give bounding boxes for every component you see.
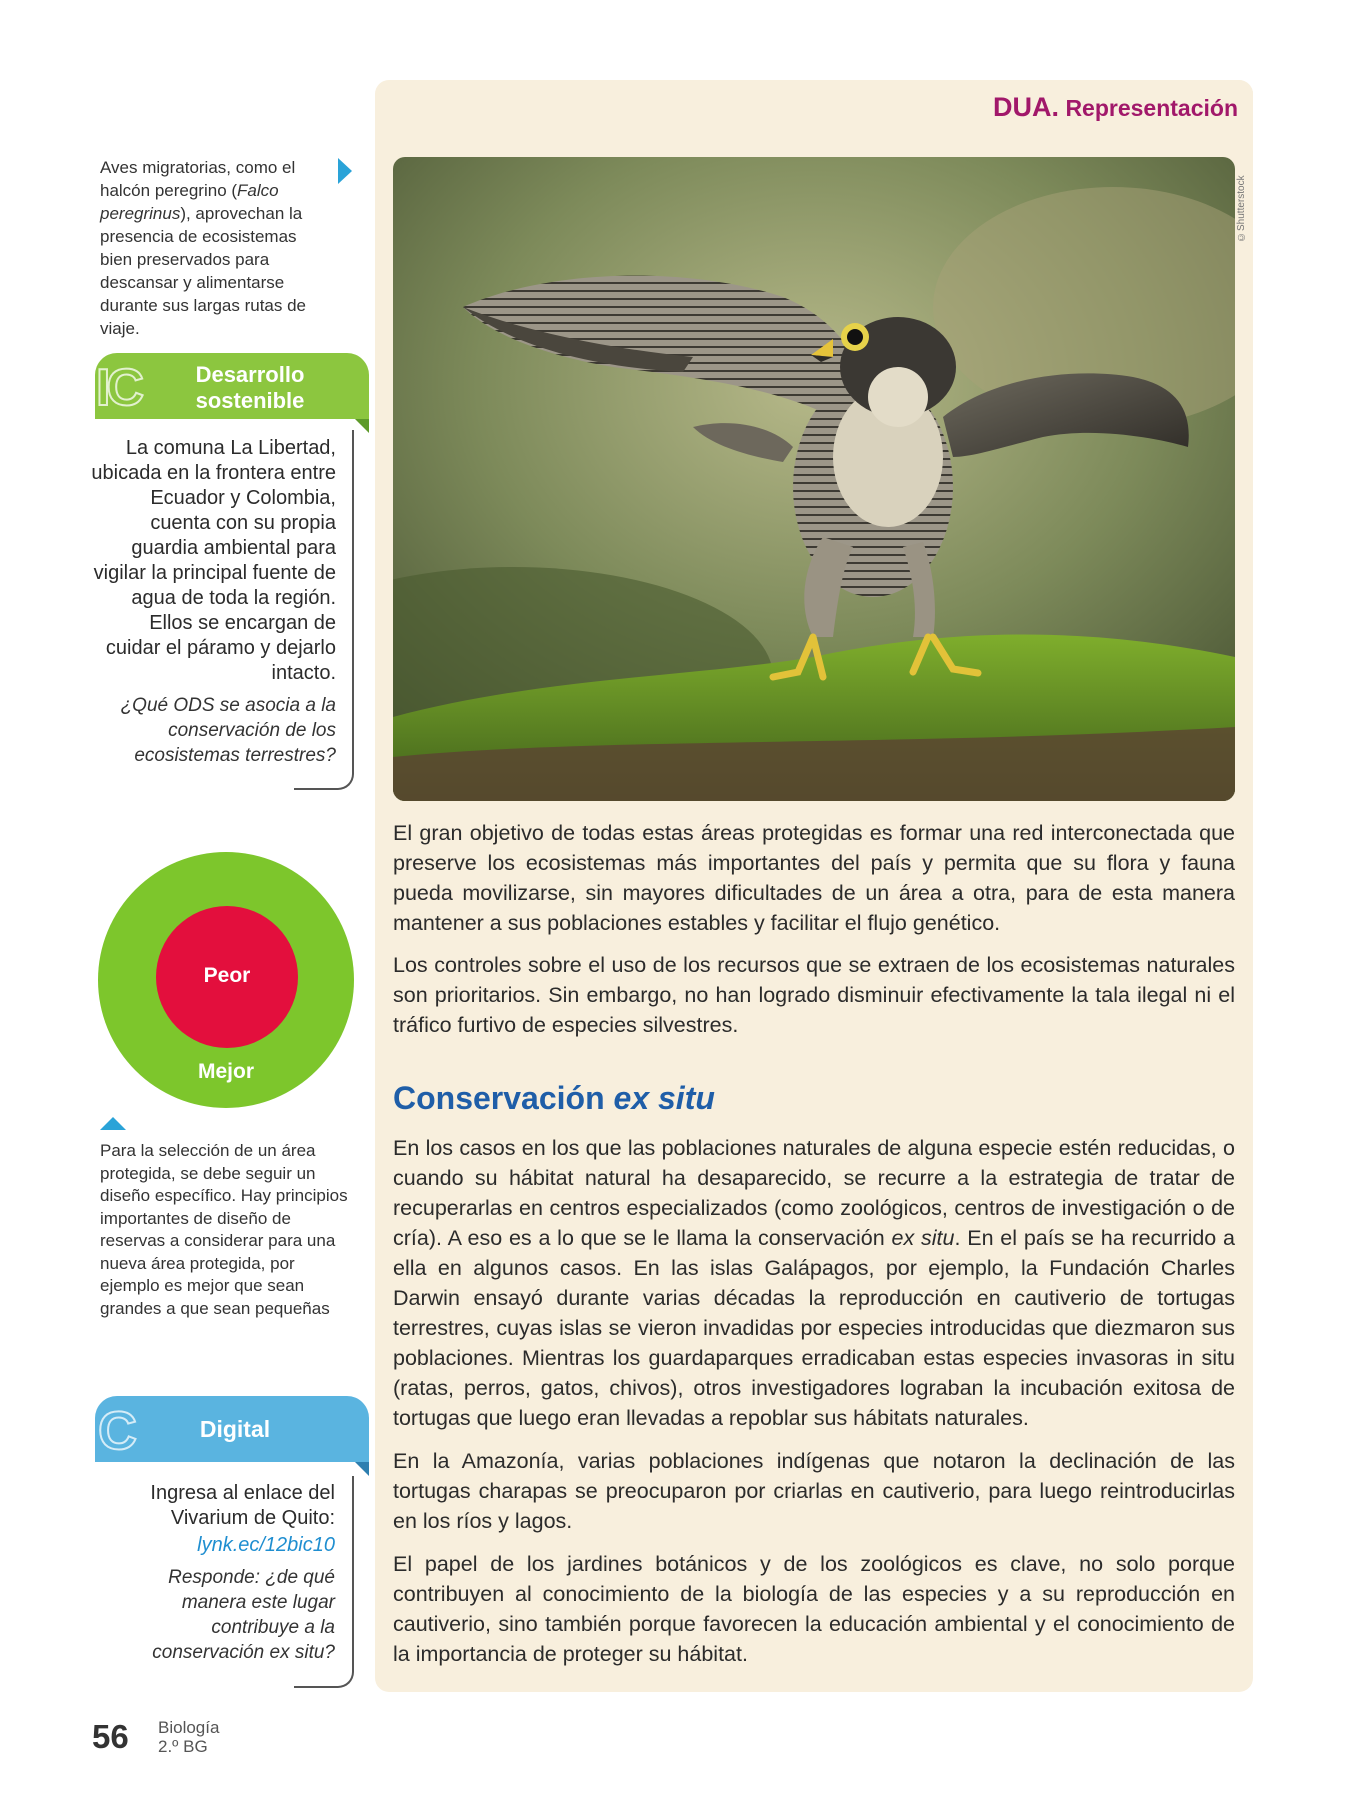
vivarium-link[interactable]: lynk.ec/12bic10: [197, 1534, 335, 1556]
paragraph-red-interconectada: El gran objetivo de todas estas áreas protegidas es formar una red interconectada que preserve los ecosistemas más importantes del país y permita que su flora y fauna pueda movilizarse, sin mayores dificultades de un área a otra, para de esta manera mantener a sus poblaciones estables y facilitar el flujo genético.: [393, 821, 1235, 935]
sostenible-body: La comuna La Libertad, ubicada en la frontera entre Ecuador y Colombia, cuenta con su propia guardia ambiental para vigilar la principal fuente de agua de toda la región. Ellos se encargan de cuidar el páramo y dejarlo intacto.: [91, 437, 336, 684]
c-logo-icon: C: [98, 1401, 137, 1461]
section-heading: [393, 1080, 715, 1117]
falcon-caption: [100, 156, 325, 340]
sostenible-title: Desarrollo sostenible: [195, 362, 305, 413]
digital-title: Digital: [199, 1416, 271, 1442]
green-fold-icon: [355, 419, 369, 433]
caption-part-3: ), aprovechan la presencia de ecosistemas bien preservados para descansar y alimentarse durante sus largas rutas de viaje.: [100, 204, 307, 338]
dua-representacion-label: [993, 92, 1238, 123]
paragraph-amazonia: En la Amazonía, varias poblaciones indígenas que notaron la declinación de las tortugas charapas se preocuparon por criarlas en cautiverio, para luego reintroducirlas en los ríos y lagos.: [393, 1449, 1235, 1533]
caption-part-1: Aves migratorias, como el halcón peregrino (: [100, 158, 296, 200]
photo-credit: ©Shutterstock: [1236, 175, 1247, 242]
caption-up-arrow-icon: [100, 1117, 126, 1130]
caption-scientific-name: Falco peregrinus: [100, 181, 279, 223]
sostenible-question: ¿Qué ODS se asocia a la conservación de los ecosistemas terrestres?: [120, 695, 336, 766]
p3-part-a: En los casos en los que las poblaciones naturales de alguna especie estén reducidas, o cuando su hábitat natural ha desaparecido, se recurre a la estrategia de tratar de recuperarlas en centros especializados (como zoológicos, centros de investigación o de cría). A eso es a lo que se le llama la conservación: [393, 1136, 1235, 1250]
dua-prefix: DUA.: [993, 92, 1060, 122]
caption-arrow-icon: [338, 158, 352, 184]
diagram-inner-label: Peor: [203, 964, 251, 987]
subject-name: Biología: [158, 1718, 220, 1737]
diagram-outer-label: Mejor: [197, 1060, 254, 1083]
heading-em: ex situ: [613, 1080, 715, 1116]
footer-subject: [158, 1718, 219, 1756]
blue-fold-icon: [355, 1462, 369, 1476]
heading-main: Conservación: [393, 1080, 614, 1116]
paragraph-ex-situ: [393, 1133, 1235, 1433]
falcon-photo: [393, 157, 1235, 801]
p3-part-b: . En el país se ha recurrido a ella en algunos casos. En las islas Galápagos, por ejemplo, la Fundación Charles Darwin ensayó durante varias décadas la reproducción en cautiverio de tortugas terrestres, cuyas islas se vieron invadidas por especies introducidas que diezmaron sus poblaciones. Mientras los guardaparques erradicaban estas especies invasoras in situ (ratas, perros, gatos, chivos), otros investigadores lograban la incubación exitosa de tortugas que luego eran llevadas a repoblar sus hábitats naturales.: [393, 1226, 1236, 1430]
dua-text: Representación: [1065, 95, 1238, 121]
reserve-design-caption: Para la selección de un área protegida, se debe seguir un diseño específico. Hay principios importantes de diseño de reservas a considerar para una nueva área protegida, por ejemplo es mejor que sean grandes a que sean pequeñas: [100, 1141, 348, 1318]
digital-body: Ingresa al enlace del Vivarium de Quito:: [150, 1482, 335, 1529]
digital-question: Responde: ¿de qué manera este lugar contribuye a la conservación ex situ?: [152, 1567, 335, 1663]
grade-level: 2.º BG: [158, 1737, 208, 1756]
paragraph-jardines-botanicos: El papel de los jardines botánicos y de los zoológicos es clave, no solo porque contribuyen al conocimiento de la biología de las especies y a su reproducción en cautiverio, sino también porque favorecen la educación ambiental y el conocimiento de la importancia de proteger su hábitat.: [393, 1552, 1235, 1666]
p3-em: ex situ: [891, 1226, 955, 1250]
ic-logo-icon: IC: [96, 359, 140, 417]
page-number: 56: [92, 1718, 129, 1755]
paragraph-controles: Los controles sobre el uso de los recursos que se extraen de los ecosistemas naturales son prioritarios. Sin embargo, no han logrado disminuir efectivamente la tala ilegal ni el tráfico furtivo de especies silvestres.: [393, 953, 1235, 1037]
